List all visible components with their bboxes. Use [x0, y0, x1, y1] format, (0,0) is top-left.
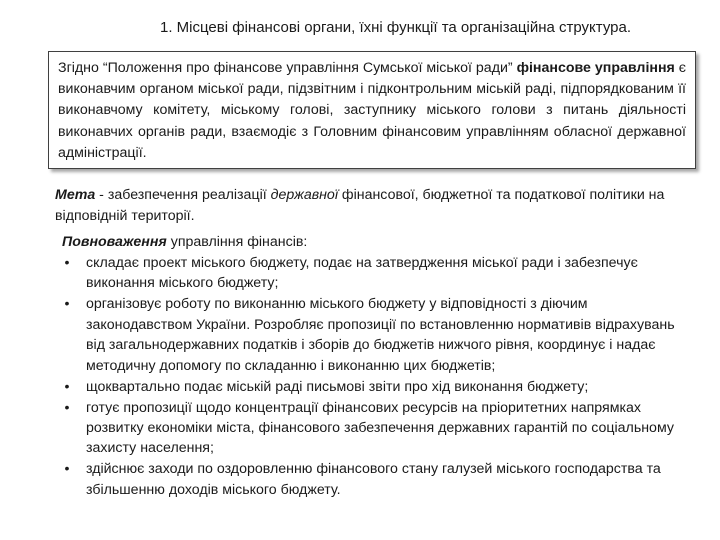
intro-lead-text: Згідно “Положення про фінансове управління Сумської міської ради”	[58, 60, 517, 76]
intro-rest-text: є виконавчим органом міської ради, підзвітним і підконтрольним міській раді, підпорядкованим її виконавчому комітету, міському голові, заступнику міського голови з питань діяльності виконавчих органів ради, взаємодіє з Головним фінансовим управлінням обласної державної адміністрації.	[58, 60, 686, 161]
bullet-icon: •	[64, 296, 70, 313]
list-item	[60, 398, 690, 459]
powers-heading	[62, 232, 307, 253]
powers-label: Повноваження	[62, 234, 167, 250]
goal-text-1: - забезпечення реалізації	[95, 187, 271, 203]
intro-box	[48, 51, 696, 169]
intro-bold-text: фінансове управління	[516, 60, 675, 76]
goal-text-2: фінансової, бюджетної та податкової політики на відповідній території.	[55, 187, 665, 224]
goal-label: Мета	[55, 187, 96, 203]
list-item	[60, 377, 690, 397]
list-item-text: щоквартально подає міській раді письмові звіти про хід виконання бюджету;	[86, 378, 589, 395]
powers-heading-rest: управління фінансів:	[166, 234, 308, 250]
goal-italic-text: державної	[270, 187, 338, 203]
list-item-text: складає проект міського бюджету, подає на затвердження міської ради і забезпечує виконання міського бюджету;	[86, 255, 638, 292]
bullet-icon: •	[64, 399, 70, 416]
list-item-text: готує пропозиції щодо концентрації фінансових ресурсів на пріоритетних напрямках розвитку економіки міста, фінансового забезпечення державних гарантій по соціальному захисту населення;	[86, 399, 674, 457]
list-item	[60, 294, 690, 376]
goal-paragraph	[55, 185, 700, 227]
list-item-text: організовує роботу по виконанню міського бюджету у відповідності з діючим законодавством України. Розробляє пропозиції по встановленню нормативів відрахувань від загальнодержавних податків і зборів до бюджетів нижчого рівня, координує і надає методичну допомогу по складанню і виконанню цих бюджетів;	[86, 296, 675, 374]
list-item	[60, 253, 690, 294]
bullet-icon: •	[64, 461, 70, 478]
slide-title: 1. Місцеві фінансові органи, їхні функції та організаційна структура.	[160, 19, 632, 36]
list-item	[60, 459, 690, 500]
powers-list	[60, 253, 690, 501]
list-item-text: здійснює заходи по оздоровленню фінансового стану галузей міського господарства та збільшенню доходів міського бюджету.	[86, 461, 661, 498]
bullet-icon: •	[64, 255, 70, 271]
bullet-icon: •	[64, 378, 70, 395]
